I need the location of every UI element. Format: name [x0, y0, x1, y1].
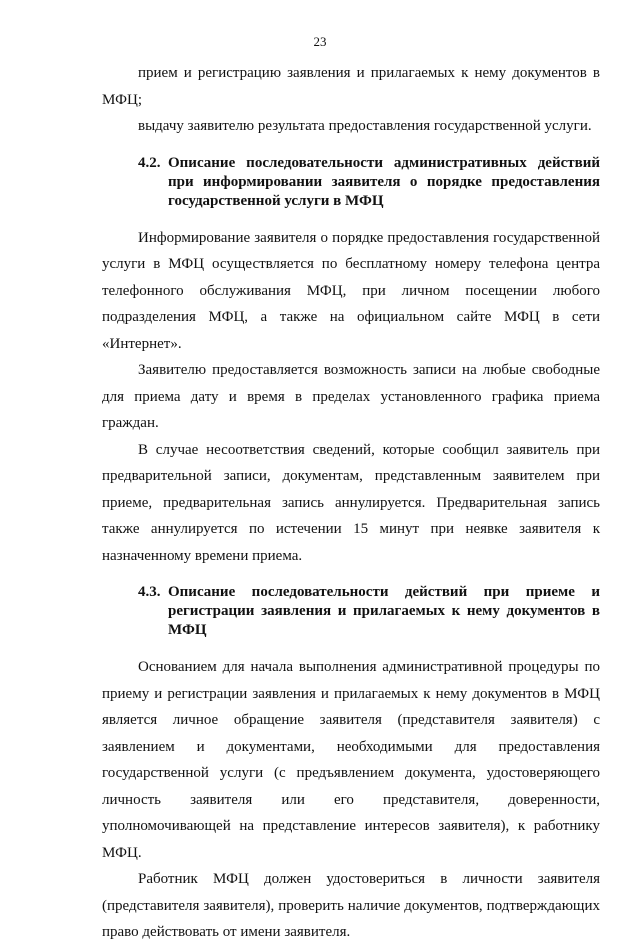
page-number: 23 [313, 34, 327, 49]
section-4-3-number: 4.3. [138, 584, 161, 600]
section-4-2-paragraph-1: Информирование заявителя о порядке предоставления государственной услуги в МФЦ осуществляется по бесплатному номеру телефона центра телефонного обслуживания МФЦ, при личном посещении любого подразделения МФЦ, а также на официальном сайте МФЦ в сети «Интернет». [102, 229, 600, 352]
section-4-3-heading [102, 583, 600, 640]
section-4-2-paragraph-2: Заявителю предоставляется возможность записи на любые свободные для приема дату и время в пределах установленного графика приема граждан. [102, 362, 600, 431]
intro-paragraph-1: прием и регистрацию заявления и прилагаемых к нему документов в МФЦ; [102, 65, 600, 108]
section-4-3-paragraph-1: Основанием для начала выполнения административной процедуры по приему и регистрации заявления и прилагаемых к нему документов в МФЦ является личное обращение заявителя (представителя заявителя) с заявлением и документами, необходимыми для предоставления государственной услуги (с предъявлением документа, удостоверяющего личность заявителя или его представителя, доверенности, уполномочивающей на представление интересов заявителя), к работнику МФЦ. [102, 659, 600, 861]
intro-paragraph-2: выдачу заявителю результата предоставления государственной услуги. [138, 118, 592, 134]
section-4-2-paragraph-3: В случае несоответствия сведений, которые сообщил заявитель при предварительной записи, документам, представленным заявителем при приеме, предварительная запись аннулируется. Предварительная запись также аннулируется по истечении 15 минут при неявке заявителя к назначенному времени приема. [102, 441, 600, 564]
section-4-2-title: Описание последовательности административных действий при информировании заявителя о порядке предоставления государственной услуги в МФЦ [168, 154, 600, 209]
section-4-3-title: Описание последовательности действий при приеме и регистрации заявления и прилагаемых к нему документов в МФЦ [168, 584, 600, 638]
section-4-3-paragraph-2: Работник МФЦ должен удостовериться в личности заявителя (представителя заявителя), проверить наличие документов, подтверждающих право действовать от имени заявителя. [102, 871, 600, 940]
section-4-2-heading [102, 154, 600, 211]
section-4-2-number: 4.2. [138, 154, 161, 171]
document-body [102, 60, 600, 946]
